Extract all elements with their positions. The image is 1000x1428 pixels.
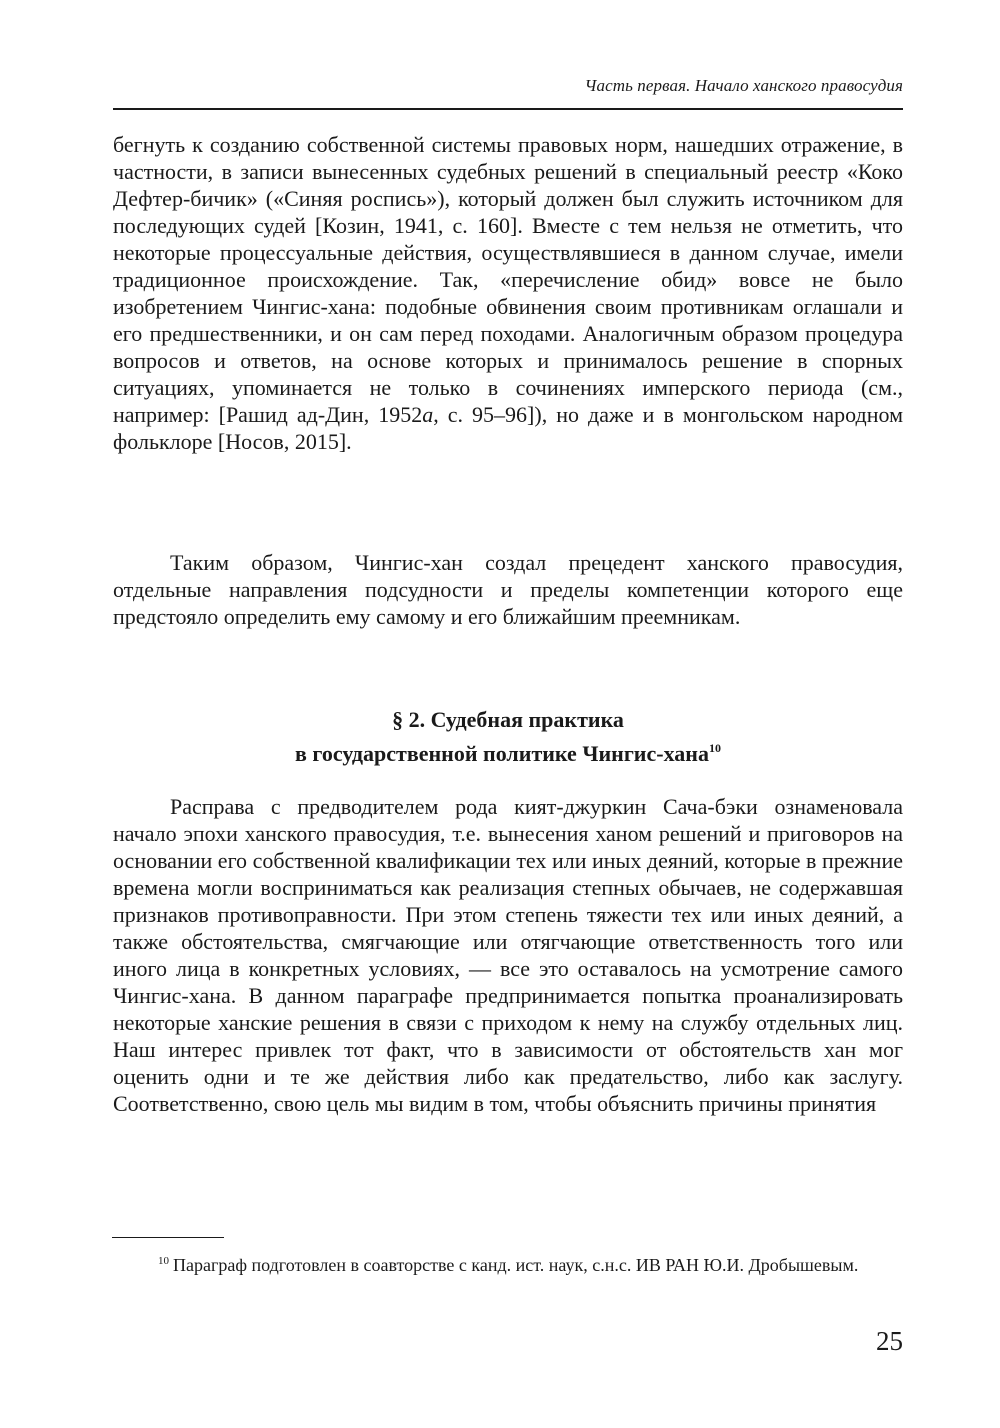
- footnote-rule: [112, 1237, 224, 1238]
- paragraph-text: Расправа с предводителем рода кият-джуркин Сача-бэки ознаменовала начало эпохи ханского правосудия, т.е. вынесения ханом решений и приговоров на основании его собственной квалификации тех или иных деяний, которые в прежние времена могли восприниматься как реализация степных обычаев, не содержавшая признаков противоправности. При этом степень тяжести тех или иных деяний, а также обстоятельства, смягчающие или отягчающие ответственность того или иного лица в конкретных условиях, — все это оставалось на усмотрение самого Чингис-хана. В данном параграфе предпринимается попытка проанализировать некоторые ханские решения в связи с приходом к нему на службу отдельных лиц. Наш интерес привлек тот факт, что в зависимости от обстоятельств хан мог оценить одни и те же действия либо как предательство, либо как заслугу. Соответственно, свою цель мы видим в том, чтобы объяснить причины принятия: [113, 794, 903, 1116]
- section-title-line1: § 2. Судебная практика: [392, 707, 624, 732]
- paragraph-text: бегнуть к созданию собственной системы правовых норм, нашедших отражение, в частности, в записи вынесенных судебных решений в специальный реестр «Коко Дефтер-бичик» («Синяя роспись»), который должен был служить источником для последующих судей [Козин, 1941, с. 160]. Вместе с тем нельзя не отметить, что некоторые процессуальные действия, осуществлявшиеся в данном случае, имели традиционное происхождение. Так, «перечисление обид» вовсе не было изобретением Чингис-хана: подобные обвинения своим противникам оглашали и его предшественники, и он сам перед походами. Аналогичным образом процедура вопросов и ответов, на основе которых и принималось решение в спорных ситуациях, упоминается не только в сочинениях имперского периода (см., например: [Рашид ад-Дин, 1952: [113, 132, 903, 427]
- header-rule: [113, 108, 903, 110]
- paragraph-text: Таким образом, Чингис-хан создал прецедент ханского правосудия, отдельные направления подсудности и пределы компетенции которого еще предстояло определить ему самому и его ближайшим преемникам.: [113, 550, 903, 629]
- footnote-number: 10: [158, 1255, 169, 1267]
- footnote-reference[interactable]: 10: [708, 741, 721, 755]
- paragraph-text-end: , с. 95–96]), но даже и в монгольском народном фольклоре [Носов, 2015].: [113, 402, 903, 454]
- section-heading: [113, 705, 903, 768]
- footnote: [113, 1248, 903, 1278]
- section-title-line2: в государственной политике Чингис-хана: [295, 741, 709, 766]
- section-paragraph: [113, 793, 903, 1117]
- body-paragraph-continued: [113, 131, 903, 455]
- footnote-text: Параграф подготовлен в соавторстве с канд. ист. наук, с.н.с. ИВ РАН Ю.И. Дробышевым.: [173, 1255, 859, 1275]
- italic-letter: а: [422, 402, 434, 427]
- running-head: Часть первая. Начало ханского правосудия: [584, 76, 903, 95]
- page-number: 25: [876, 1326, 903, 1356]
- body-paragraph-conclusion: [113, 549, 903, 630]
